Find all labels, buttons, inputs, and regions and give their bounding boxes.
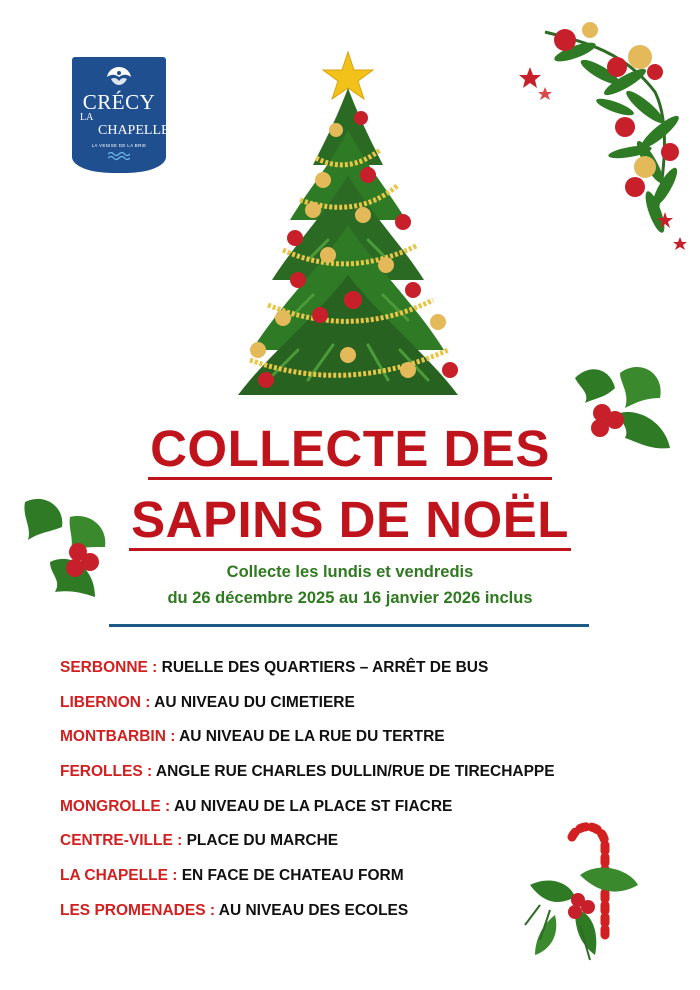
location-detail: EN FACE DE CHATEAU FORM [181, 867, 404, 885]
logo-waves-icon [108, 151, 130, 161]
logo-town-name: CRÉCY [82, 90, 156, 114]
location-name: LES PROMENADES : [60, 901, 216, 919]
location-name: MONTBARBIN : [60, 728, 176, 746]
logo-tagline: LA VENISE DE LA BRIE [91, 143, 147, 148]
list-item [60, 832, 660, 867]
divider [109, 624, 589, 627]
list-item [60, 902, 660, 937]
list-item [60, 867, 660, 902]
location-detail: PLACE DU MARCHE [186, 832, 339, 850]
list-item [60, 694, 660, 729]
logo-la: LA [80, 112, 94, 123]
location-detail: AU NIVEAU DE LA RUE DU TERTRE [179, 728, 445, 746]
list-item [60, 763, 660, 798]
corner-garland-illustration [505, 12, 695, 252]
list-item [60, 798, 660, 833]
location-name: FEROLLES : [60, 763, 153, 781]
collection-days: Collecte les lundis et vendredis [226, 563, 474, 581]
location-name: CENTRE-VILLE : [60, 832, 183, 850]
poster-title-line2-text: SAPINS DE NOËL [129, 491, 571, 551]
list-item [60, 728, 660, 763]
poster-title-line1-text: COLLECTE DES [148, 420, 552, 480]
location-detail: AU NIVEAU DES ECOLES [218, 901, 409, 919]
location-detail: ANGLE RUE CHARLES DULLIN/RUE DE TIRECHAPPE [155, 763, 555, 781]
location-name: LIBERNON : [60, 693, 151, 711]
logo-emblem-icon [103, 65, 135, 87]
location-detail: AU NIVEAU DE LA PLACE ST FIACRE [173, 797, 453, 815]
town-logo [72, 57, 170, 173]
location-detail: RUELLE DES QUARTIERS – ARRÊT DE BUS [161, 659, 489, 676]
poster-title-line1 [0, 420, 700, 478]
list-item [60, 659, 660, 694]
collection-dates: du 26 décembre 2025 au 16 janvier 2026 inclus [167, 589, 533, 607]
location-name: LA CHAPELLE : [60, 867, 178, 885]
location-name: SERBONNE : [60, 659, 158, 676]
location-detail: AU NIVEAU DU CIMETIERE [154, 693, 355, 711]
poster-title-line2 [0, 491, 700, 549]
logo-chapelle: CHAPELLE [98, 123, 170, 138]
collection-points-list [60, 659, 660, 937]
location-name: MONGROLLE : [60, 797, 171, 815]
christmas-tree-illustration [228, 50, 478, 410]
